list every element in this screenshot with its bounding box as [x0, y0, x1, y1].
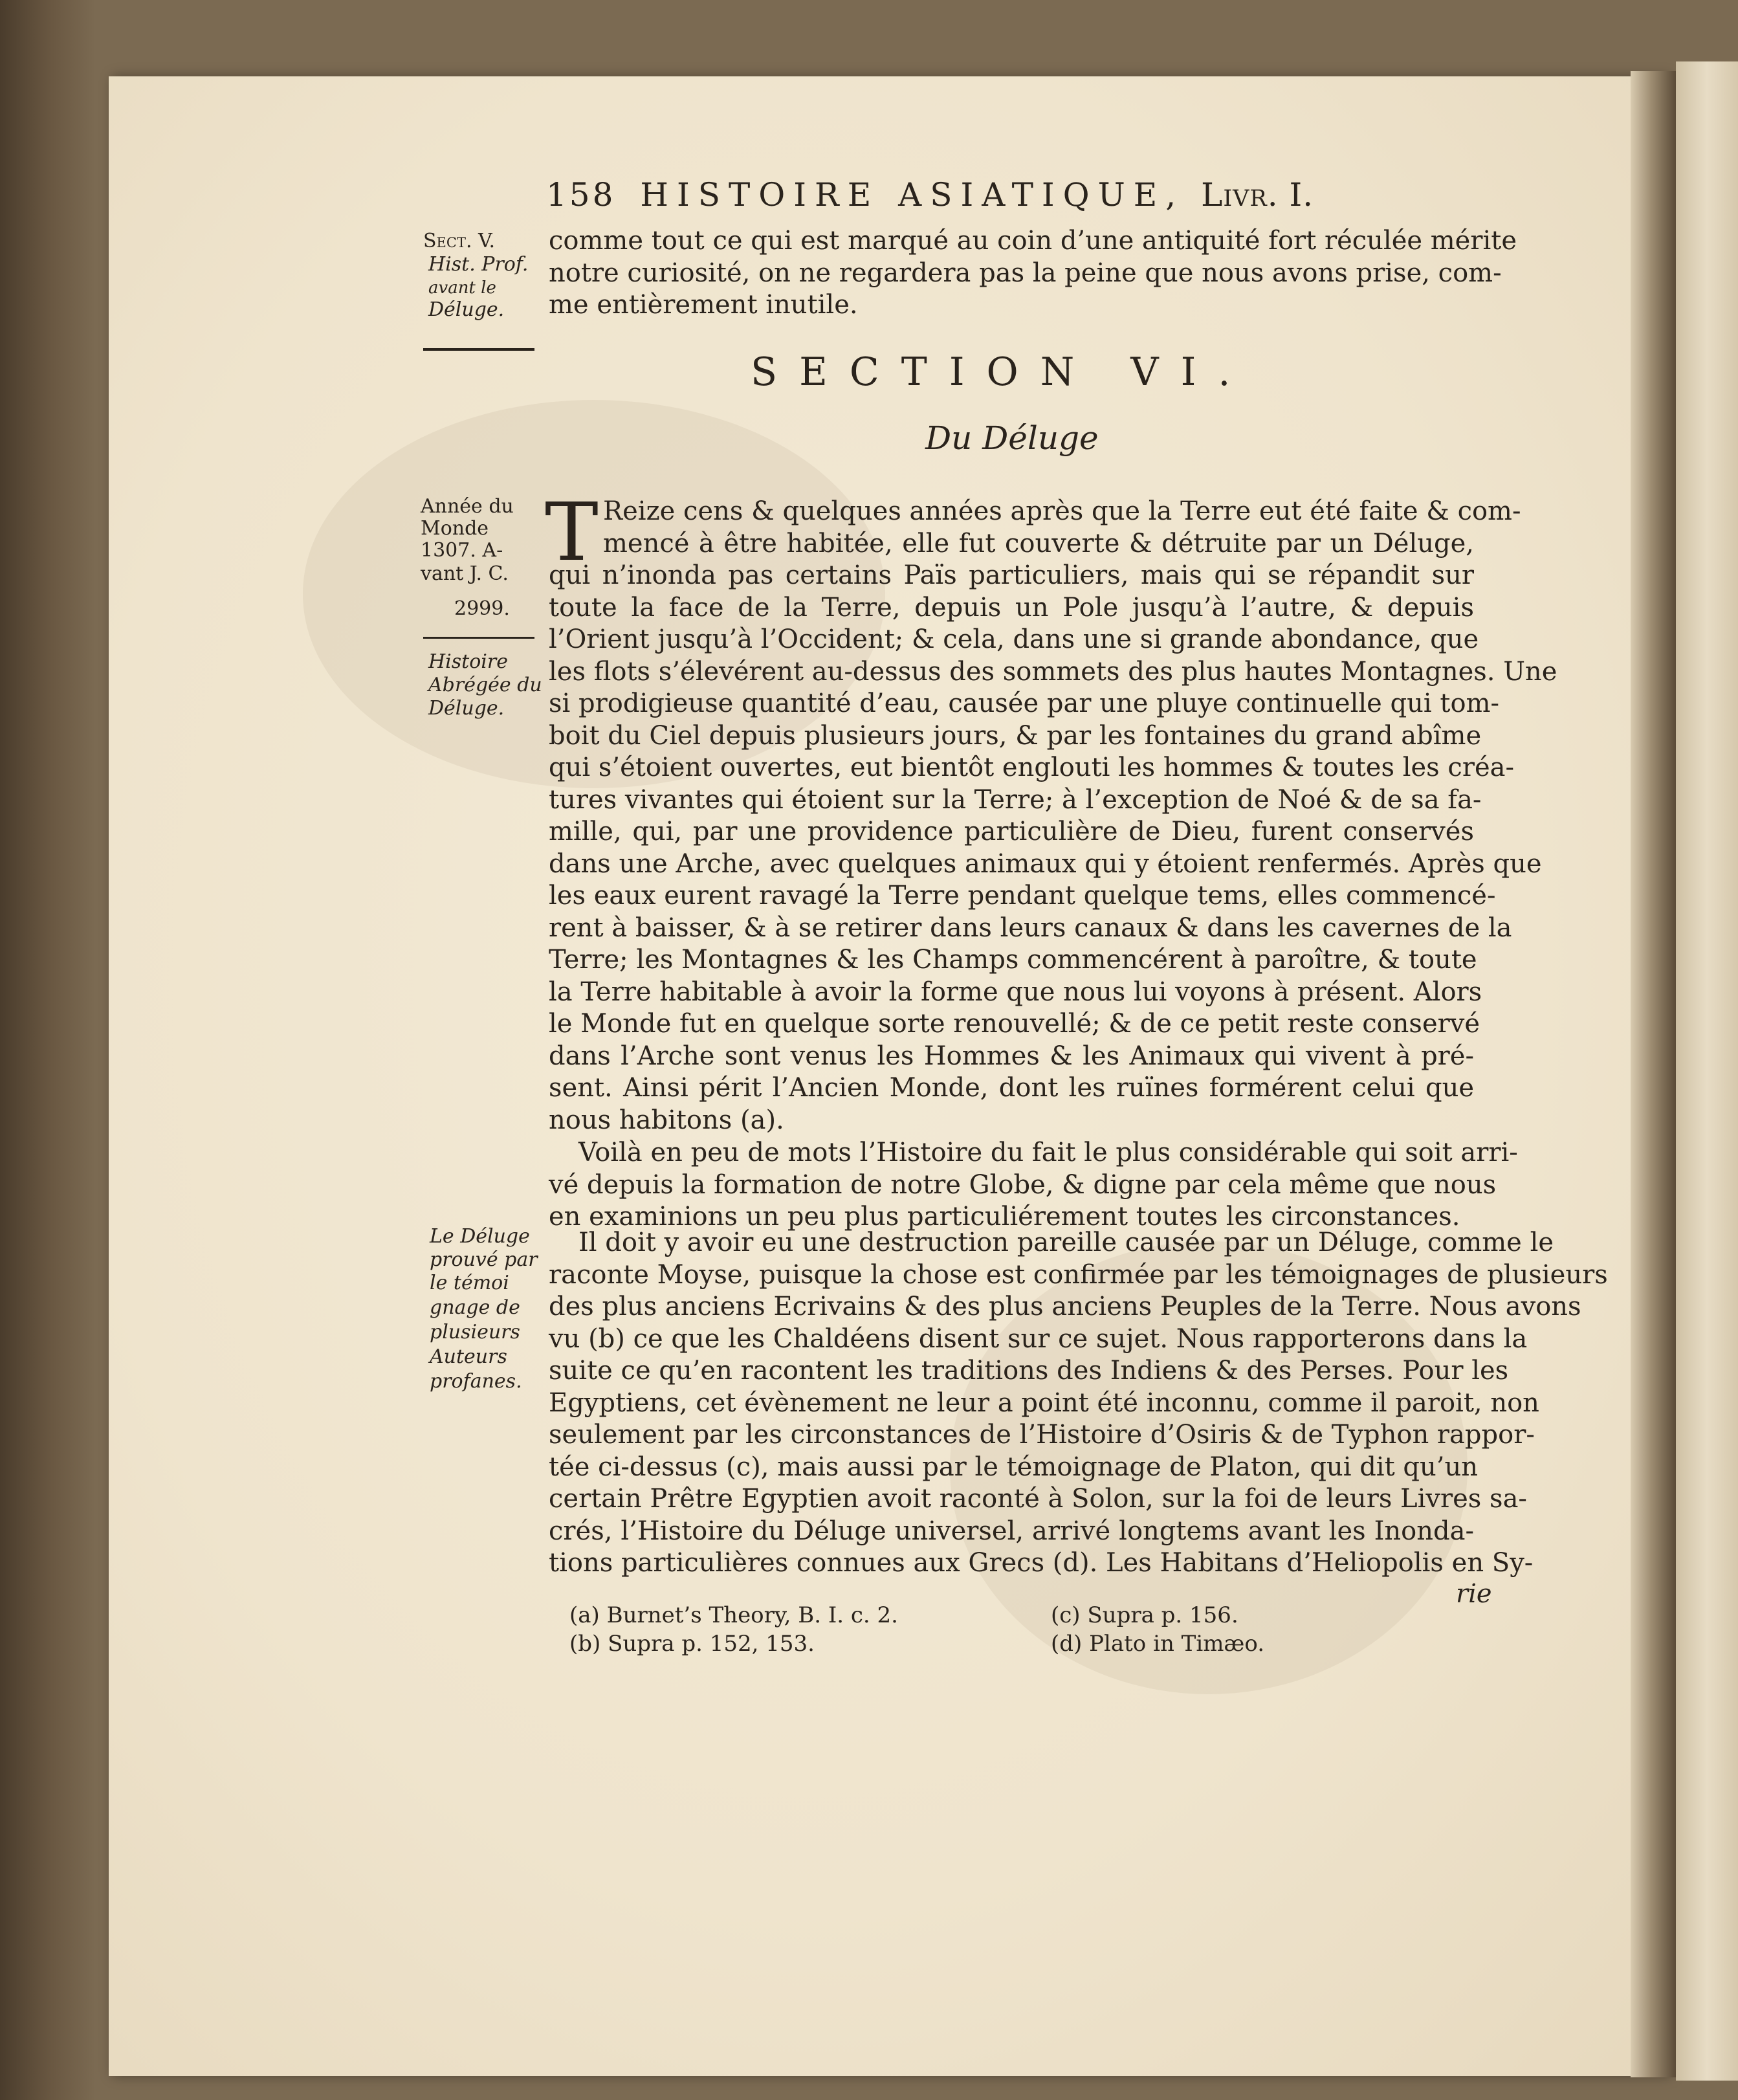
text-line: qui s’étoient ouvertes, eut bientôt englouti les hommes & toutes les créa- — [549, 753, 1514, 782]
margin-note-deluge: Déluge. — [428, 697, 505, 720]
text-line: seulement par les circonstances de l’Histoire d’Osiris & de Typhon rappor- — [549, 1420, 1535, 1450]
margin-note-le-temoi: le témoi — [430, 1272, 509, 1294]
margin-note-year-1307: 1307. A- — [421, 539, 503, 562]
page-number: 158 — [546, 176, 616, 214]
text-line: sent. Ainsi périt l’Ancien Monde, dont les ruïnes formérent celui que — [549, 1073, 1474, 1103]
intro-line: notre curiosité, on ne regardera pas la peine que nous avons prise, com- — [549, 258, 1502, 288]
section-subtitle: Du Déluge — [925, 419, 1099, 457]
margin-note-annee-du: Année du — [421, 495, 514, 518]
text-line: mencé à être habitée, elle fut couverte & détruite par un Déluge, — [603, 528, 1474, 558]
running-title: HISTOIRE ASIATIQUE, — [640, 176, 1185, 214]
text-line: la Terre habitable à avoir la forme que nous lui voyons à présent. Alors — [549, 977, 1482, 1007]
margin-note-abregee: Abrégée du — [428, 674, 542, 696]
text-line: vé depuis la formation de notre Globe, & digne par cela même que nous — [549, 1169, 1497, 1200]
text-line: boit du Ciel depuis plusieurs jours, & par les fontaines du grand abîme — [549, 720, 1482, 751]
text-line: Terre; les Montagnes & les Champs commencérent à paroître, & toute — [549, 945, 1477, 975]
text-line: dans une Arche, avec quelques animaux qui y étoient renfermés. Après que — [549, 848, 1542, 879]
text-line: certain Prêtre Egyptien avoit raconté à Solon, sur la foi de leurs Livres sa- — [549, 1484, 1527, 1514]
text-line: si prodigieuse quantité d’eau, causée par une pluye continuelle qui tom- — [549, 689, 1500, 718]
text-line: qui n’inonda pas certains Païs particuliers, mais qui se répandit sur — [549, 560, 1474, 590]
text-line: Il doit y avoir eu une destruction pareille causée par un Déluge, comme le — [578, 1228, 1554, 1257]
margin-note-plusieurs: plusieurs — [430, 1321, 520, 1343]
catchword: rie — [1456, 1579, 1492, 1609]
intro-text — [549, 225, 1517, 322]
margin-note-monde: Monde — [421, 517, 489, 540]
text-line: tions particulières connues aux Grecs (d). Les Habitans d’Heliopolis en Sy- — [549, 1548, 1534, 1578]
text-line: le Monde fut en quelque sorte renouvellé; & de ce petit reste conservé — [549, 1009, 1480, 1039]
text-line: l’Orient jusqu’à l’Occident; & cela, dans une si grande abondance, que — [549, 624, 1479, 654]
text-line: nous habitons (a). — [549, 1105, 784, 1135]
text-line: rent à baisser, & à se retirer dans leurs canaux & dans les cavernes de la — [549, 912, 1512, 943]
margin-note-avant-le: avant le — [428, 278, 496, 298]
text-line: raconte Moyse, puisque la chose est confirmée par les témoignages de plusieurs — [549, 1259, 1608, 1290]
margin-note-hist-prof: Hist. Prof. — [428, 253, 529, 276]
footnote-b: (b) Supra p. 152, 153. — [569, 1631, 815, 1657]
section-title: SECTION VI. — [751, 349, 1253, 395]
margin-note-year-2999: 2999. — [454, 597, 510, 620]
margin-note-sect: Sect. V. — [423, 230, 495, 252]
margin-note-gnage-de: gnage de — [430, 1296, 520, 1319]
text-line: Voilà en peu de mots l’Histoire du fait le plus considérable qui soit arri- — [578, 1138, 1518, 1167]
text-line: tée ci-dessus (c), mais aussi par le témoignage de Platon, qui dit qu’un — [549, 1452, 1478, 1482]
footnote-c: (c) Supra p. 156. — [1051, 1602, 1238, 1628]
margin-note-prouve-par: prouvé par — [430, 1248, 538, 1271]
drop-cap: T — [545, 486, 599, 579]
text-line: les flots s’élevérent au-dessus des sommets des plus hautes Montagnes. Une — [549, 656, 1557, 687]
margin-rule — [423, 637, 534, 639]
text-line: Reize cens & quelques années après que la Terre eut été faite & com- — [603, 496, 1521, 526]
margin-note-le-deluge: Le Déluge — [430, 1225, 530, 1248]
paragraph-2 — [549, 1137, 1518, 1233]
margin-note-histoire: Histoire — [428, 650, 508, 673]
text-line: tures vivantes qui étoient sur la Terre; à l’exception de Noé & de sa fa- — [549, 784, 1482, 815]
book-number: Livr. I. — [1201, 176, 1314, 214]
footnote-a: (a) Burnet’s Theory, B. I. c. 2. — [569, 1602, 898, 1628]
footnote-d: (d) Plato in Timæo. — [1051, 1631, 1265, 1657]
text-line: Egyptiens, cet évènement ne leur a point été inconnu, comme il paroit, non — [549, 1387, 1539, 1418]
running-head — [546, 176, 1314, 214]
text-line: crés, l’Histoire du Déluge universel, arrivé longtems avant les Inonda- — [549, 1516, 1474, 1546]
margin-note-auteurs: Auteurs — [430, 1345, 507, 1368]
text-line: suite ce qu’en racontent les traditions des Indiens & des Perses. Pour les — [549, 1356, 1509, 1386]
margin-note-profanes: profanes. — [430, 1370, 522, 1393]
intro-line: comme tout ce qui est marqué au coin d’une antiquité fort réculée mérite — [549, 226, 1517, 256]
text-line: toute la face de la Terre, depuis un Pole jusqu’à l’autre, & depuis — [549, 592, 1474, 623]
text-line: des plus anciens Ecrivains & des plus anciens Peuples de la Terre. Nous avons — [549, 1292, 1581, 1321]
margin-rule — [423, 348, 534, 351]
text-line: les eaux eurent ravagé la Terre pendant quelque tems, elles commencé- — [549, 881, 1496, 911]
margin-note-vant-jc: vant J. C. — [421, 562, 509, 585]
text-line: en examinions un peu plus particuliérement toutes les circonstances. — [549, 1202, 1460, 1232]
margin-note-deluge: Déluge. — [428, 298, 505, 321]
text-line: dans l’Arche sont venus les Hommes & les Animaux qui vivent à pré- — [549, 1041, 1474, 1071]
text-line: mille, qui, par une providence particulière de Dieu, furent conservés — [549, 817, 1474, 846]
text-line: vu (b) ce que les Chaldéens disent sur ce sujet. Nous rapporterons dans la — [549, 1323, 1528, 1354]
intro-line: me entièrement inutile. — [549, 290, 858, 320]
paragraph-3 — [549, 1227, 1608, 1580]
paragraph-1 — [549, 496, 1557, 1136]
